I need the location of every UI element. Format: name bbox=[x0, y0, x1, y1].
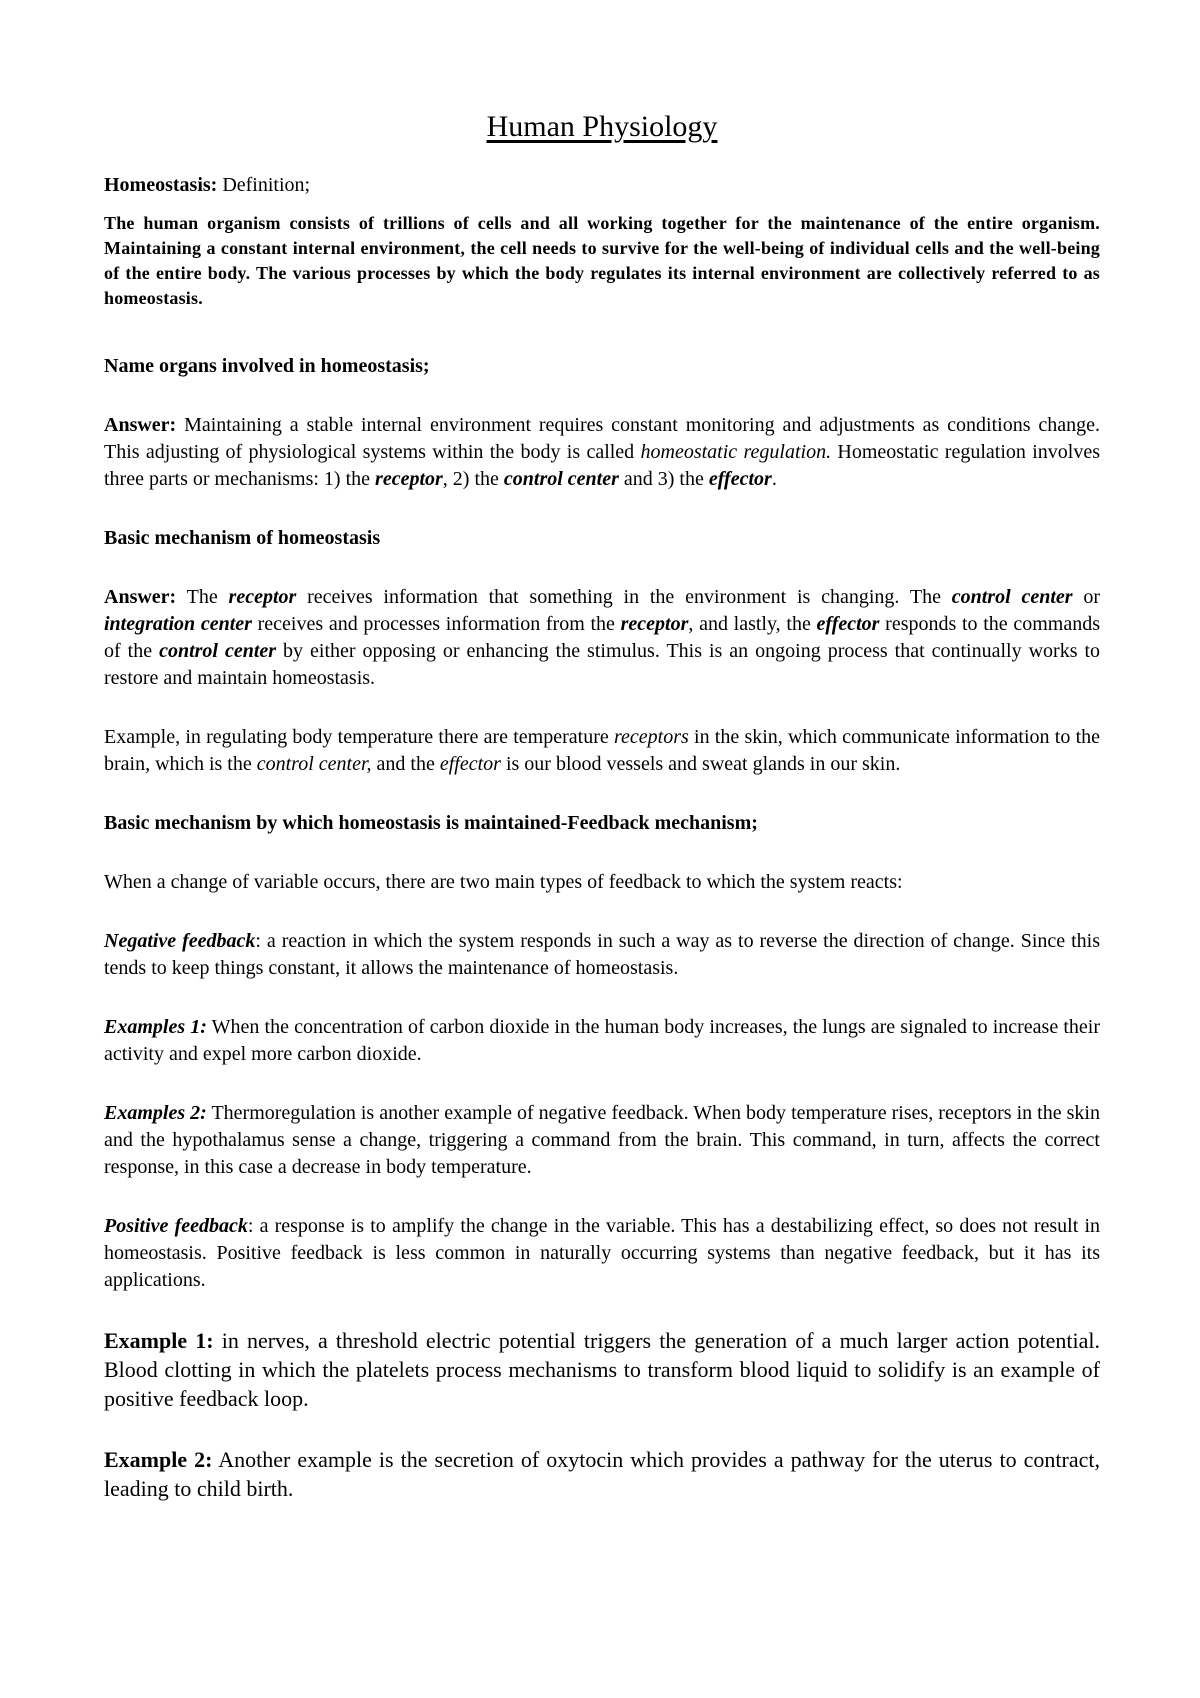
example-text-3: and the bbox=[371, 753, 440, 775]
basic-mechanism-heading: Basic mechanism of homeostasis bbox=[104, 527, 381, 549]
example-italic-control-center: control center, bbox=[256, 753, 372, 775]
negative-feedback-paragraph bbox=[104, 928, 1100, 982]
organs-heading: Name organs involved in homeostasis; bbox=[104, 355, 430, 377]
example-text-4: is our blood vessels and sweat glands in our skin. bbox=[500, 753, 901, 775]
basic-text-3: or bbox=[1072, 586, 1100, 608]
basic-mechanism-answer bbox=[104, 584, 1100, 692]
positive-example-2 bbox=[104, 1445, 1100, 1503]
feedback-intro: When a change of variable occurs, there are two main types of feedback to which the system reacts: bbox=[104, 871, 903, 893]
positive-feedback-label: Positive feedback bbox=[104, 1215, 248, 1237]
organs-term-receptor: receptor bbox=[375, 468, 443, 490]
example-text-2: in the skin, which communicate information to the brain, which is the bbox=[104, 726, 1101, 775]
example-text-1: Example, in regulating body temperature there are temperature bbox=[104, 726, 614, 748]
temperature-example bbox=[104, 724, 1100, 778]
organs-term-effector: effector bbox=[708, 468, 772, 490]
positive-feedback-paragraph bbox=[104, 1213, 1100, 1294]
negative-feedback-text: : a reaction in which the system responds in such a way as to reverse the direction of change. Since this tends to keep things constant, it allows the maintenance of homeostasis. bbox=[104, 930, 1100, 979]
homeostasis-label: Homeostasis: bbox=[104, 174, 218, 196]
feedback-heading: Basic mechanism by which homeostasis is maintained-Feedback mechanism; bbox=[104, 812, 758, 834]
homeostasis-definition-heading bbox=[104, 172, 1100, 199]
positive-example-1-label: Example 1: bbox=[104, 1328, 214, 1353]
basic-text-1: The bbox=[176, 586, 229, 608]
negative-example-1-text: When the concentration of carbon dioxide in the human body increases, the lungs are signaled to increase their activity and expel more carbon dioxide. bbox=[104, 1016, 1100, 1065]
positive-example-1 bbox=[104, 1326, 1100, 1413]
negative-example-2 bbox=[104, 1100, 1100, 1181]
basic-text-2: receives information that something in the environment is changing. The bbox=[296, 586, 952, 608]
organs-italic-1: homeostatic regulation. bbox=[640, 441, 832, 463]
negative-example-1-label: Examples 1: bbox=[104, 1016, 207, 1038]
basic-text-5: , and lastly, the bbox=[688, 613, 817, 635]
homeostasis-definition-body: The human organism consists of trillions of cells and all working together for the maintenance of the entire organism. Maintaining a constant internal environment, the cell needs to survive for the well-being of individual cells and the well-being of the entire body. The various processes by which the body regulates its internal environment are collectively referred to as homeostasis. bbox=[104, 213, 1100, 308]
definition-label: Definition; bbox=[217, 174, 311, 196]
basic-term-integration-center: integration center bbox=[104, 613, 252, 635]
basic-text-4: receives and processes information from the bbox=[251, 613, 621, 635]
negative-example-2-label: Examples 2: bbox=[104, 1102, 207, 1124]
example-italic-receptors: receptors bbox=[613, 726, 689, 748]
negative-feedback-label: Negative feedback bbox=[104, 930, 256, 952]
negative-example-1 bbox=[104, 1014, 1100, 1068]
basic-term-control-center-2: control center bbox=[159, 640, 277, 662]
page-title: Human Physiology bbox=[486, 110, 718, 143]
organs-text-5: . bbox=[771, 468, 777, 490]
positive-example-2-label: Example 2: bbox=[104, 1447, 213, 1472]
organs-term-control-center: control center bbox=[503, 468, 619, 490]
positive-feedback-text: : a response is to amplify the change in the variable. This has a destabilizing effect, so does not result in homeostasis. Positive feedback is less common in naturally occurring systems than negative feedback, but it has its applications. bbox=[104, 1215, 1100, 1291]
organs-text-4: and 3) the bbox=[618, 468, 709, 490]
positive-example-1-text: in nerves, a threshold electric potential triggers the generation of a much larger action potential. Blood clotting in which the platelets process mechanisms to transform blood liquid to solidify is an example of positive feedback loop. bbox=[104, 1328, 1100, 1411]
basic-text-6: responds to the commands of the bbox=[104, 613, 1101, 662]
organs-answer bbox=[104, 412, 1100, 493]
negative-example-2-text: Thermoregulation is another example of negative feedback. When body temperature rises, receptors in the skin and the hypothalamus sense a change, triggering a command from the brain. This command, in turn, affects the correct response, in this case a decrease in body temperature. bbox=[104, 1102, 1100, 1178]
organs-text-3: , 2) the bbox=[442, 468, 504, 490]
basic-answer-label: Answer: bbox=[104, 586, 177, 608]
organs-answer-label: Answer: bbox=[104, 414, 177, 436]
basic-text-7: by either opposing or enhancing the stimulus. This is an ongoing process that continually works to restore and maintain homeostasis. bbox=[104, 640, 1101, 689]
positive-example-2-text: Another example is the secretion of oxytocin which provides a pathway for the uterus to contract, leading to child birth. bbox=[104, 1447, 1100, 1501]
basic-term-control-center: control center bbox=[951, 586, 1073, 608]
basic-term-receptor-2: receptor bbox=[620, 613, 689, 635]
basic-term-effector: effector bbox=[816, 613, 880, 635]
basic-term-receptor: receptor bbox=[228, 586, 297, 608]
example-italic-effector: effector bbox=[439, 753, 501, 775]
organs-text-1: Maintaining a stable internal environment requires constant monitoring and adjustments as conditions change. This adjusting of physiological systems within the body is called bbox=[104, 414, 1100, 463]
organs-text-2: Homeostatic regulation involves three parts or mechanisms: 1) the bbox=[104, 441, 1100, 490]
